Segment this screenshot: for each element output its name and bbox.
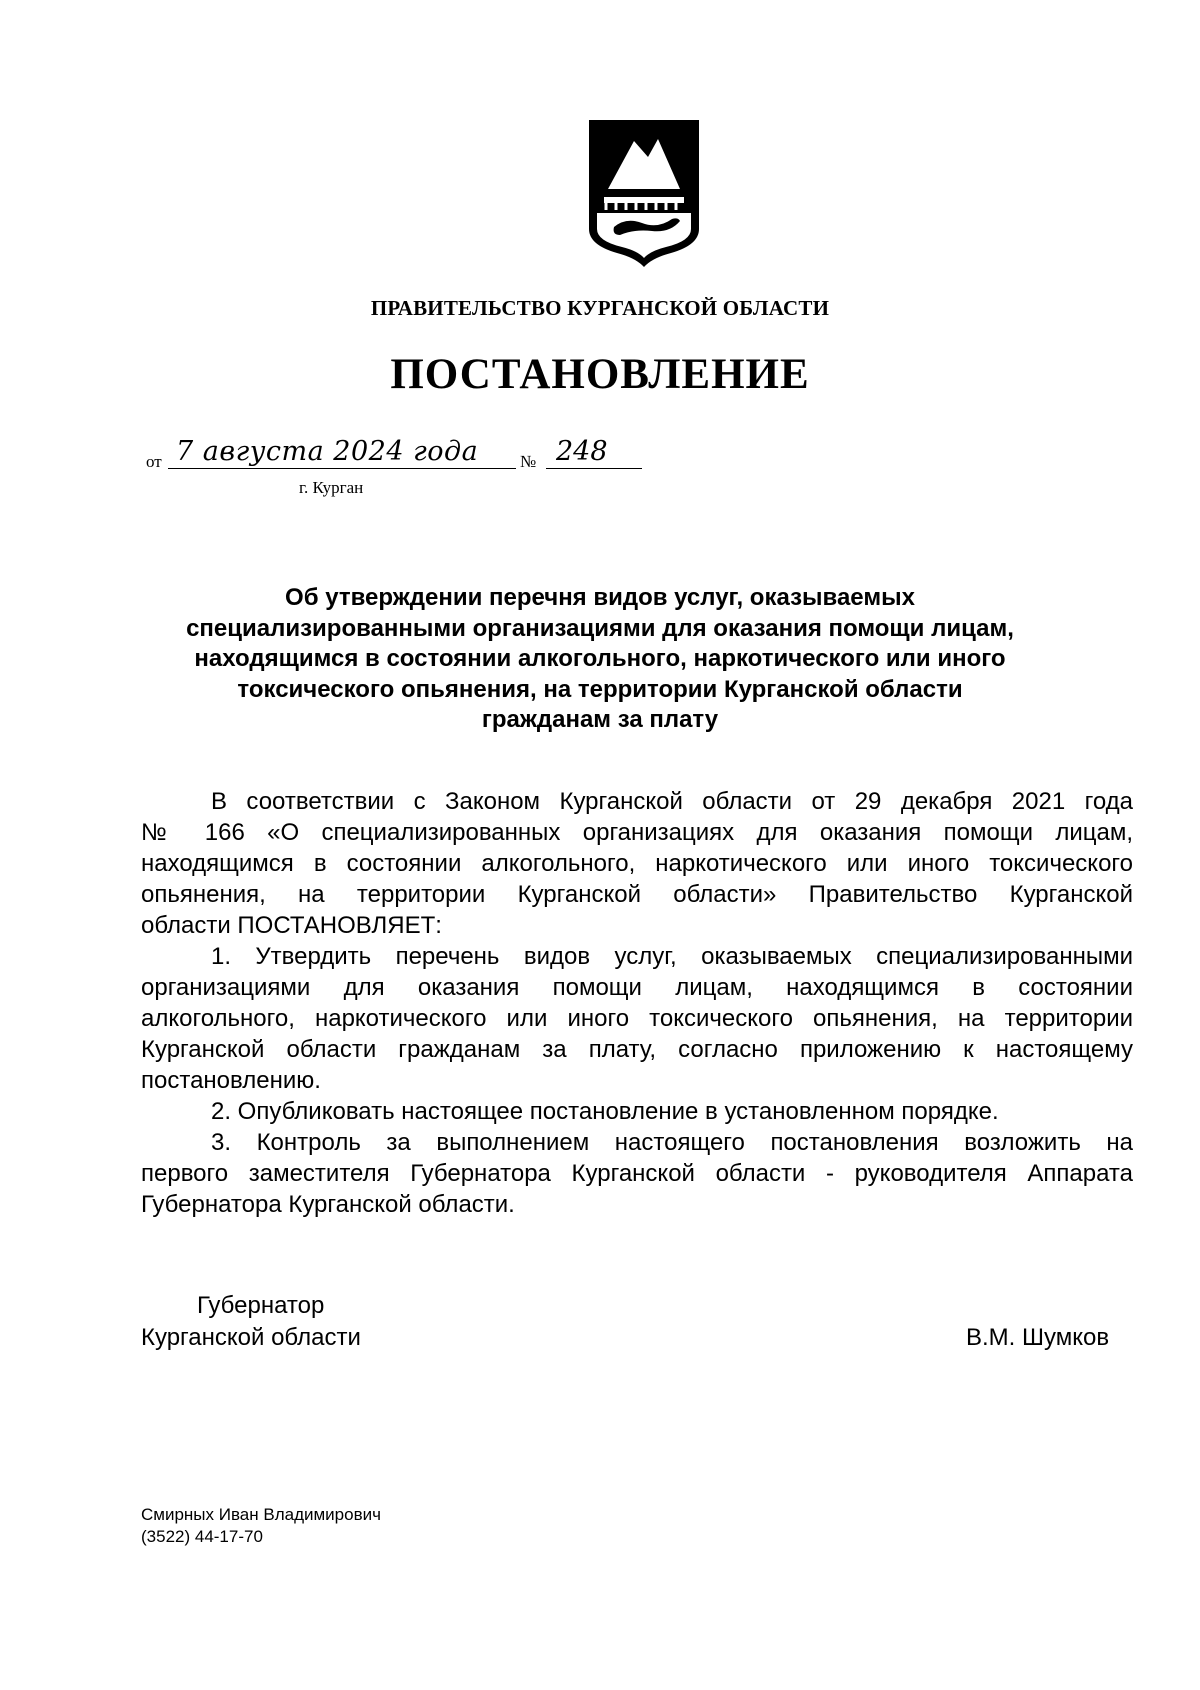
title-line: Об утверждении перечня видов услуг, оказываемых [285, 584, 915, 611]
number-label: № [520, 452, 537, 471]
body-line: находящимся в состоянии алкогольного, наркотического или иного токсического [141, 850, 1133, 877]
document-type: ПОСТАНОВЛЕНИЕ [390, 351, 810, 398]
body-line: Губернатора Курганской области. [141, 1191, 515, 1218]
body-line: организациями для оказания помощи лицам, находящимся в состоянии [141, 974, 1133, 1001]
handwritten-number: 248 [556, 436, 608, 467]
date-number-block [146, 436, 646, 506]
body-line: 1. Утвердить перечень видов услуг, оказываемых специализированными [211, 943, 1133, 970]
body-line: первого заместителя Губернатора Курганской области - руководителя Аппарата [141, 1160, 1133, 1187]
body-line: области ПОСТАНОВЛЯЕТ: [141, 912, 442, 939]
body-line: В соответствии с Законом Курганской области от 29 декабря 2021 года [211, 788, 1133, 815]
executor-block [141, 1504, 381, 1548]
city-label: г. Курган [299, 478, 364, 497]
executor-phone: (3522) 44-17-70 [141, 1527, 263, 1546]
date-underline [168, 468, 516, 469]
body-line: 2. Опубликовать настоящее постановление в установленном порядке. [211, 1098, 999, 1125]
title-line: специализированными организациями для оказания помощи лицам, [186, 614, 1014, 642]
handwritten-date: 7 августа 2024 года [176, 436, 479, 467]
number-underline [546, 468, 642, 469]
signatory-name: В.М. Шумков [966, 1324, 1110, 1351]
title-line: гражданам за плату [481, 706, 719, 733]
from-label: от [146, 452, 162, 471]
body-line: постановлению. [141, 1067, 321, 1094]
title-line: находящимся в состоянии алкогольного, наркотического или иного [194, 645, 1006, 672]
document-body [141, 786, 1133, 1220]
signatory-position: Губернатор [197, 1292, 325, 1319]
signatory-region: Курганской области [141, 1324, 361, 1351]
body-line: 3. Контроль за выполнением настоящего постановления возложить на [211, 1129, 1133, 1156]
body-line: № 166 «О специализированных организациях для оказания помощи лицам, [141, 819, 1133, 846]
body-line: Курганской области гражданам за плату, согласно приложению к настоящему [141, 1036, 1133, 1063]
body-line: алкогольного, наркотического или иного токсического опьянения, на территории [141, 1005, 1133, 1032]
executor-name: Смирных Иван Владимирович [141, 1505, 381, 1524]
government-name: ПРАВИТЕЛЬСТВО КУРГАНСКОЙ ОБЛАСТИ [370, 296, 830, 320]
document-title [150, 583, 1050, 736]
body-line: опьянения, на территории Курганской области» Правительство Курганской [141, 881, 1133, 908]
coat-of-arms-icon [586, 117, 702, 269]
title-line: токсического опьянения, на территории Курганской области [237, 675, 963, 703]
